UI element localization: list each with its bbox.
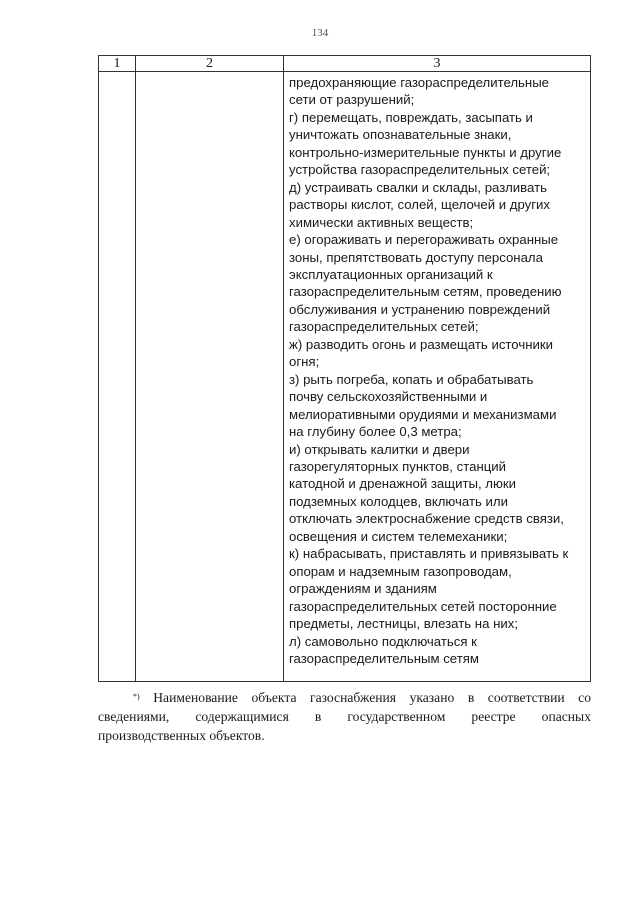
text-line: з) рыть погреба, копать и обрабатывать <box>289 371 534 387</box>
text-line: растворы кислот, солей, щелочей и других <box>289 197 550 213</box>
text-line: газораспределительным сетям <box>289 650 479 666</box>
text-line: и) открывать калитки и двери <box>289 441 470 457</box>
text-line: мелиоративными орудиями и механизмами <box>289 406 557 422</box>
text-line: химически активных веществ; <box>289 214 474 230</box>
text-line: отключать электроснабжение средств связи, <box>289 511 564 527</box>
text-line: предохраняющие газораспределительные <box>289 75 550 90</box>
text-line: обслуживания и устранению повреждений <box>289 301 551 317</box>
text-line: подземных колодцев, включать или <box>289 493 508 509</box>
column-header-3: 3 <box>284 56 591 72</box>
text-line: на глубину более 0,3 метра; <box>289 424 462 440</box>
cell-column-2 <box>136 72 284 682</box>
text-line: сети от разрушений; <box>289 92 415 108</box>
page-number: 134 <box>311 27 329 39</box>
text-line: г) перемещать, повреждать, засыпать и <box>289 109 533 125</box>
text-line: л) самовольно подключаться к <box>289 633 477 649</box>
text-line: предметы, лестницы, влезать на них; <box>289 616 518 632</box>
text-line: ж) разводить огонь и размещать источники <box>289 336 554 352</box>
text-line: газораспределительных сетей посторонние <box>289 598 557 614</box>
text-line: уничтожать опознавательные знаки, <box>289 127 512 143</box>
cell-column-3 <box>284 72 591 682</box>
text-line: газораспределительных сетей; <box>289 319 479 335</box>
table-row <box>99 72 591 682</box>
text-line: газораспределительным сетям, проведению <box>289 284 562 300</box>
text-line: освещения и систем телемеханики; <box>289 528 508 544</box>
cell-column-1 <box>99 72 136 682</box>
text-line: почву сельскохозяйственными и <box>289 389 488 405</box>
text-line: огня; <box>289 354 320 370</box>
text-line: газорегуляторных пунктов, станций <box>289 458 507 474</box>
column-header-1: 1 <box>99 56 136 72</box>
footnote-line-2: сведениями, содержащимися в государственном реестре опасных <box>98 709 591 724</box>
text-line: эксплуатационных организаций к <box>289 266 493 282</box>
requirements-table <box>98 55 591 682</box>
text-line: контрольно-измерительные пункты и другие <box>289 144 562 160</box>
footnote-line-3: производственных объектов. <box>98 728 265 743</box>
text-line: е) огораживать и перегораживать охранные <box>289 232 559 248</box>
column-header-2: 2 <box>136 56 284 72</box>
text-line: д) устраивать свалки и склады, разливать <box>289 179 547 195</box>
text-line: зоны, препятствовать доступу персонала <box>289 249 543 265</box>
text-line: опорам и надземным газопроводам, <box>289 563 512 579</box>
text-line: устройства газораспределительных сетей; <box>289 162 551 178</box>
table-header-row <box>99 56 591 72</box>
footnote <box>98 688 591 745</box>
footnote-line-1: *) Наименование объекта газоснабжения указано в соответствии со <box>133 690 591 705</box>
text-line: к) набрасывать, приставлять и привязывать к <box>289 546 569 562</box>
restrictions-text <box>284 72 590 667</box>
text-line: катодной и дренажной защиты, люки <box>289 476 517 492</box>
text-line: ограждениям и зданиям <box>289 581 437 597</box>
footnote-marker: *) <box>133 692 140 701</box>
